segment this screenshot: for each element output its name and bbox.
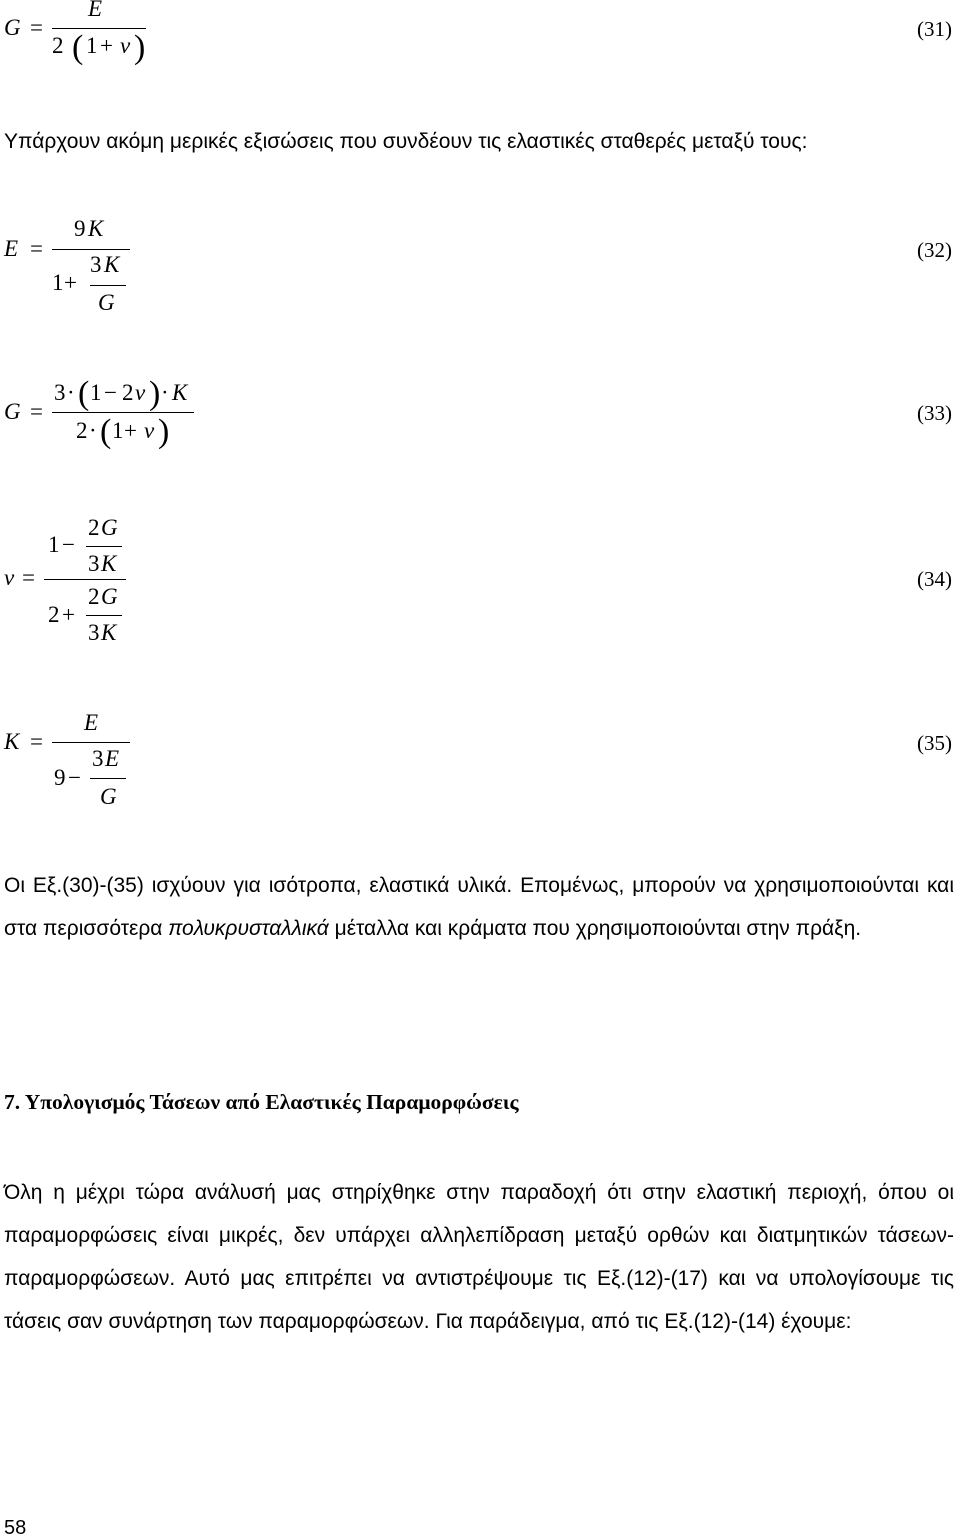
math-text: + — [64, 270, 77, 295]
equation-number: (34) — [917, 567, 952, 591]
remark-text: Οι Εξ.(30)-(35) ισχύουν για ισότροπα, ελαστικά υλικά. Επομένως, μπορούν να χρησιμοποιούνται και στα περισσότερα — [4, 874, 954, 940]
math-text: 3 — [88, 551, 100, 576]
math-text: ν — [4, 565, 15, 590]
fraction-bar — [44, 579, 126, 580]
math-text: K — [101, 551, 117, 576]
math-text: ν — [135, 380, 146, 405]
math-text: 3 — [88, 620, 100, 645]
page-number: 58 — [4, 1517, 27, 1539]
math-text: K — [172, 380, 188, 405]
math-text: 1 — [90, 380, 102, 405]
math-text: E — [88, 0, 103, 21]
math-text: G — [98, 290, 115, 315]
math-text: G — [4, 15, 21, 40]
math-text: E — [105, 746, 120, 771]
math-text: 9 — [74, 216, 86, 241]
intro-sentence: Υπάρχουν ακόμη μερικές εξισώσεις που συνδέουν τις ελαστικές σταθερές μεταξύ τους: — [4, 130, 808, 153]
math-text: K — [104, 252, 120, 277]
math-text: 2 — [88, 584, 100, 609]
math-text: 1 — [112, 418, 124, 443]
fraction-bar — [90, 778, 126, 779]
remark-emphasis: πολυκρυσταλλικά — [168, 917, 329, 940]
fraction-bar — [90, 285, 126, 286]
math-text: 2 — [48, 602, 60, 627]
fraction-bar — [52, 412, 194, 413]
math-text: E — [84, 710, 99, 735]
math-text: 9 — [54, 765, 66, 790]
math-text: − — [68, 765, 81, 790]
math-text: = — [30, 399, 43, 424]
math-text: 2 — [52, 33, 64, 58]
equation-number: (32) — [917, 238, 952, 262]
math-text: ( — [78, 375, 90, 412]
equation-number: (33) — [917, 401, 952, 425]
math-text: ) — [134, 29, 146, 66]
math-text: − — [104, 380, 117, 405]
math-text: 1 — [52, 270, 64, 295]
math-text: = — [22, 565, 35, 590]
math-text: · — [89, 418, 97, 443]
fraction-bar — [86, 546, 122, 547]
remark-paragraph — [4, 864, 954, 950]
math-text: 1 — [48, 532, 60, 557]
math-text: G — [101, 584, 118, 609]
math-text: G — [101, 515, 118, 540]
math-text: + — [124, 418, 137, 443]
math-text: ) — [158, 413, 170, 450]
math-text: − — [62, 532, 75, 557]
math-text: = — [30, 15, 43, 40]
math-text: · — [67, 380, 75, 405]
math-text: 3 — [90, 252, 102, 277]
remark-text: μέταλλα και κράματα που χρησιμοποιούνται στην πράξη. — [328, 917, 862, 940]
math-text: + — [100, 33, 113, 58]
math-text: 2 — [76, 418, 88, 443]
section-paragraph: Όλη η μέχρι τώρα ανάλυσή μας στηρίχθηκε στην παραδοχή ότι στην ελαστική περιοχή, όπου οι παραμορφώσεις είναι μικρές, δεν υπάρχει αλληλεπίδραση μεταξύ ορθών και διατμητικών τάσεων-παραμορφώσεων. Αυτό μας επιτρέπει να αντιστρέψουμε τις Εξ.(12)-(17) και να υπολογίσουμε τις τάσεις σαν συνάρτηση των παραμορφώσεων. Για παράδειγμα, από τις Εξ.(12)-(14) έχουμε: — [4, 1181, 954, 1333]
math-text: G — [4, 399, 21, 424]
math-text: ( — [72, 29, 84, 66]
math-text: 2 — [88, 515, 100, 540]
math-text: 3 — [92, 746, 104, 771]
equation-number: (31) — [917, 17, 952, 41]
math-text: G — [100, 784, 117, 809]
math-text: · — [161, 380, 169, 405]
math-text: K — [101, 620, 117, 645]
math-text: E — [4, 236, 19, 261]
fraction-bar — [52, 28, 146, 29]
math-text: K — [4, 729, 20, 754]
math-text: = — [30, 729, 43, 754]
math-text: = — [30, 236, 43, 261]
math-text: K — [88, 216, 104, 241]
math-text: 2 — [122, 380, 134, 405]
fraction-bar — [52, 249, 130, 250]
fraction-bar — [86, 615, 122, 616]
math-text: ν — [144, 418, 155, 443]
math-text: + — [62, 602, 75, 627]
section-heading: 7. Υπολογισμός Τάσεων από Ελαστικές Παραμορφώσεις — [4, 1090, 519, 1114]
math-text: ) — [149, 375, 161, 412]
math-text: ( — [100, 413, 112, 450]
math-text: ν — [120, 33, 131, 58]
equation-number: (35) — [917, 731, 952, 755]
math-text: 1 — [86, 33, 98, 58]
fraction-bar — [52, 742, 130, 743]
math-text: 3 — [54, 380, 66, 405]
